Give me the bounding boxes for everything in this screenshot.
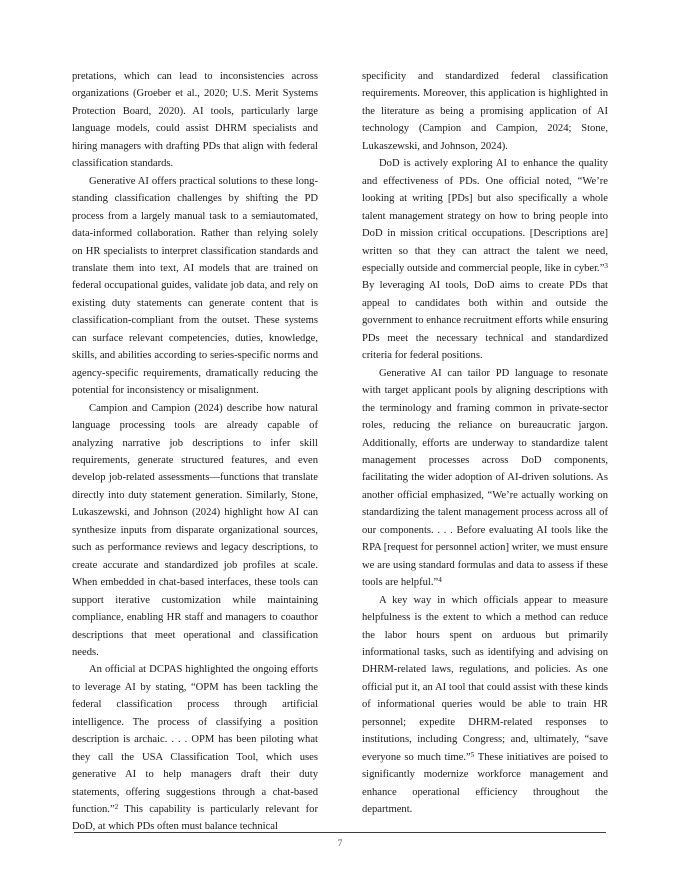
footnote-marker: 2 (114, 803, 119, 812)
right-text-column (362, 68, 608, 816)
paragraph-text: DoD is actively exploring AI to enhance the quality and effectiveness of PDs. One official noted, “We’re looking at writing [PDs] but also specifically a whole talent management strategy on how to bring people into DoD in mission critical occupations. [Descriptions are] written so that they can attract the talent we need, especially outside and commercial people, like in cyber.” (362, 158, 608, 274)
paragraph-text-continued: This capability is particularly relevant for DoD, at which PDs often must balance technical (72, 804, 318, 833)
paragraph-text: Generative AI can tailor PD language to resonate with target applicant pools by aligning descriptions with the terminology and framing common in private-sector roles, reducing the reliance on bureaucratic jargon. Additionally, efforts are underway to standardize talent management processes across DoD components, facilitating the wider adoption of AI-driven solutions. As another official emphasized, “We’re actually working on standardizing the talent management process across all of our components. . . . Before evaluating AI tools like the RPA [request for personnel action] writer, we must ensure we are using standard formulas and data to assess if these tools are helpful.” (362, 367, 608, 589)
paragraph-text-continued: By leveraging AI tools, DoD aims to create PDs that appeal to candidates both within and outside the government to enhance recruitment efforts while ensuring PDs meet the necessary technical and standardized criteria for federal positions. (362, 280, 608, 362)
paragraph: Campion and Campion (2024) describe how natural language processing tools are already capable of analyzing narrative job descriptions to infer skill requirements, generate structured features, and even develop job-related assessments—functions that translate directly into duty statement generation. Similarly, Stone, Lukaszewski, and Johnson (2024) highlight how AI can synthesize inputs from disparate organizational sources, such as performance reviews and legacy descriptions, to create accurate and standardized job profiles at scale. When embedded in chat-based interfaces, these tools can support iterative customization while maintaining compliance, enabling HR staff and managers to coauthor descriptions that meet operational and classification needs. (72, 402, 318, 658)
footnote-marker: 4 (438, 576, 442, 585)
footer-divider (74, 832, 606, 833)
paragraph: specificity and standardized federal classification requirements. Moreover, this application is highlighted in the literature as being a promising application of AI technology (Campion and Campion, 2024; Stone, Lukaszewski, and Johnson, 2024). (362, 71, 608, 152)
paragraph-with-footnote (362, 592, 608, 819)
footnote-marker: 3 (604, 261, 608, 270)
page-number: 7 (337, 838, 343, 849)
footnote-marker: 5 (470, 750, 475, 759)
paragraph-text-continued: These initiatives are poised to significantly modernize workforce management and enhance operational efficiency throughout the department. (362, 751, 608, 816)
paragraph: pretations, which can lead to inconsistencies across organizations (Groeber et al., 2020; U.S. Merit Systems Protection Board, 2020). AI tools, particularly large language models, could assist DHRM specialists and hiring managers with drafting PDs that align with federal classification standards. (72, 71, 318, 170)
left-text-column (72, 68, 318, 833)
paragraph-with-footnote (362, 155, 608, 364)
paragraph-with-footnote (72, 661, 318, 836)
paragraph-with-footnote (362, 365, 608, 592)
paragraph-text: An official at DCPAS highlighted the ongoing efforts to leverage AI by stating, “OPM has been tackling the federal classification process through artificial intelligence. The process of classifying a position description is archaic. . . . OPM has been piloting what they call the USA Classification Tool, which uses generative AI to help managers draft their duty statements, offering suggestions through a chat-based function.” (72, 664, 318, 816)
paragraph-text: A key way in which officials appear to measure helpfulness is the extent to which a method can reduce the labor hours spent on arduous but primarily informational tasks, such as identifying and advising on DHRM-related laws, regulations, and policies. As one official put it, an AI tool that could assist with these kinds of informational queries would be able to train HR personnel; expedite DHRM-related responses to institutions, including Congress; and, ultimately, “save everyone so much time.” (362, 594, 608, 763)
paragraph: Generative AI offers practical solutions to these long-standing classification challenges by shifting the PD process from a largely manual task to a semiautomated, data-informed collaboration. Rather than relying solely on HR specialists to interpret classification standards and translate them into text, AI models that are trained on federal occupational guides, validate job data, and rely on existing duty statements can generate content that is classification-compliant from the outset. These systems can surface relevant competencies, duties, knowledge, skills, and abilities according to series-specific norms and agency-specific requirements, dramatically reducing the potential for inconsistency or misalignment. (72, 175, 318, 397)
two-column-body (72, 68, 608, 833)
